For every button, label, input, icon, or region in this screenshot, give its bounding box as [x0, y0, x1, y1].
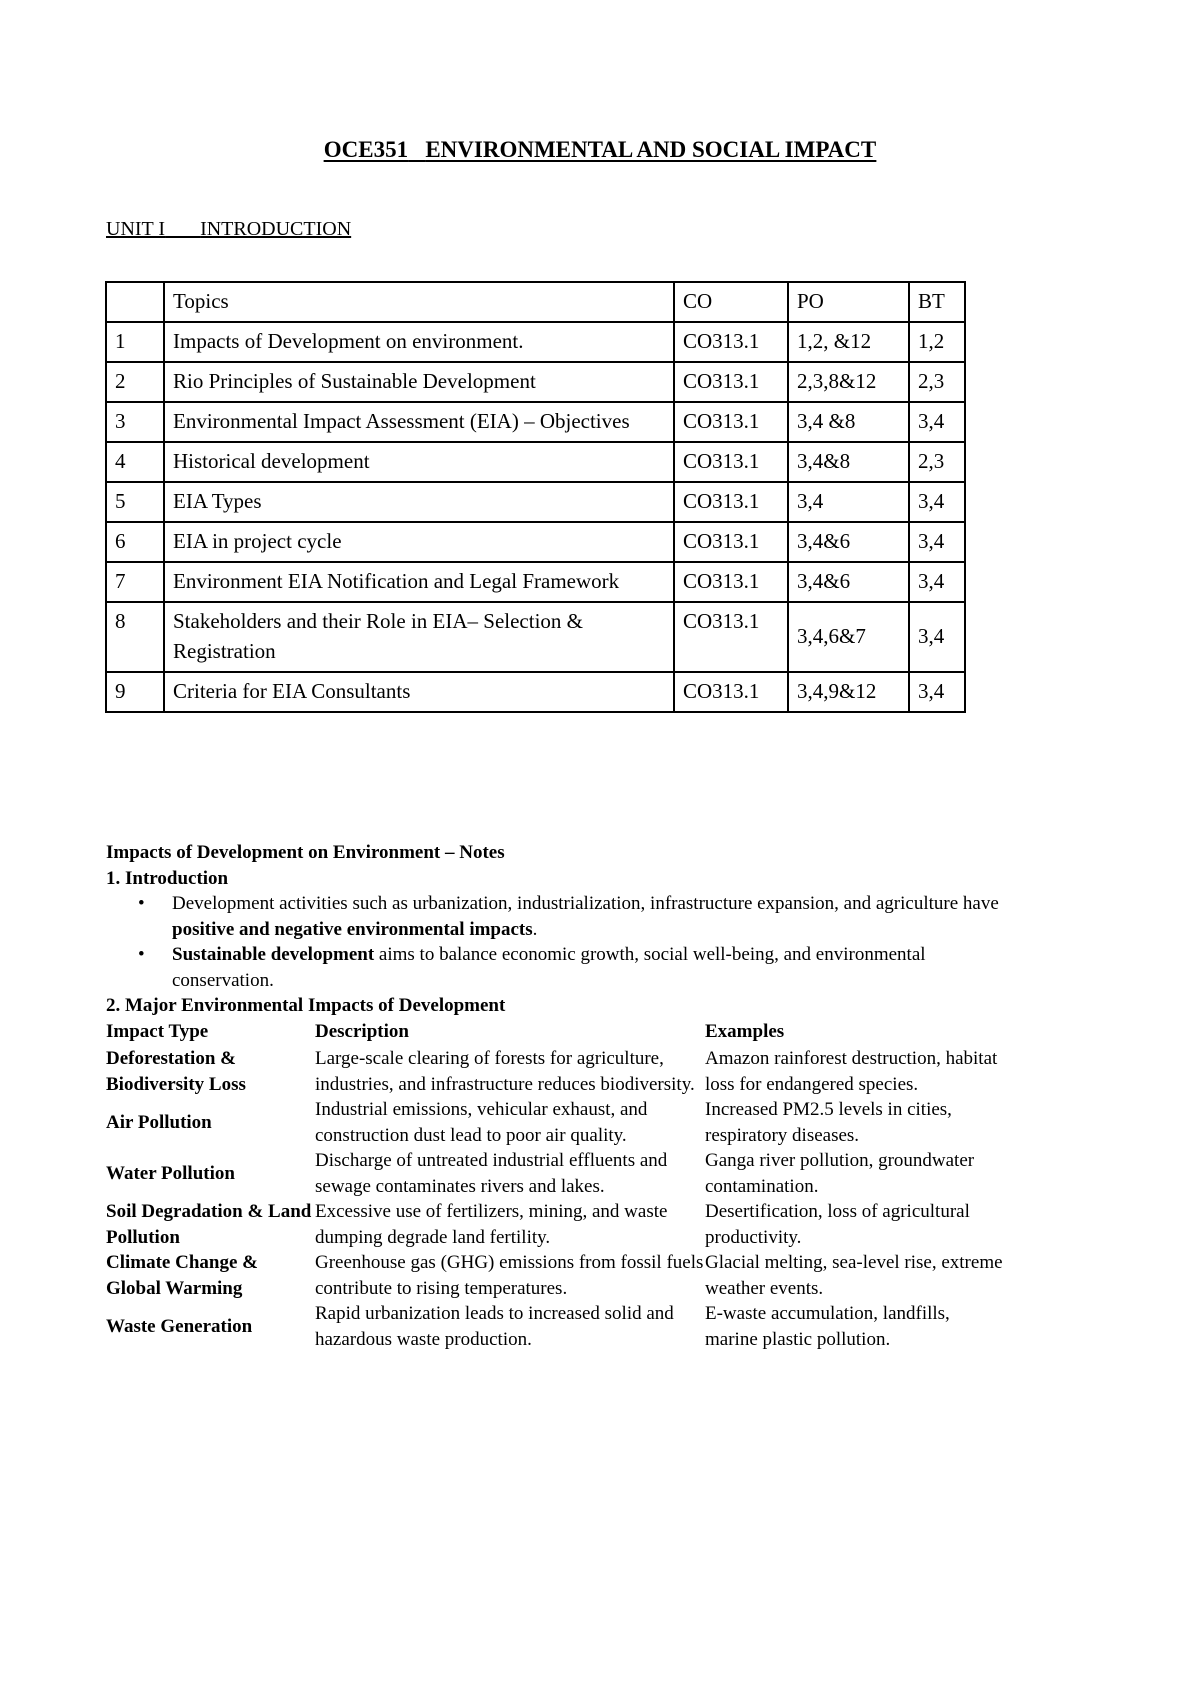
notes-section	[106, 840, 1006, 1352]
impact-description: Large-scale clearing of forests for agriculture, industries, and infrastructure reduces biodiversity.	[315, 1048, 695, 1095]
bullet-bold-text: positive and negative environmental impacts	[172, 918, 533, 940]
row-bt: 3,4	[909, 602, 965, 672]
row-number: 1	[106, 322, 164, 362]
unit-title: INTRODUCTION	[200, 218, 352, 240]
row-co: CO313.1	[674, 402, 788, 442]
impacts-table	[106, 1019, 1005, 1353]
impact-description: Rapid urbanization leads to increased solid and hazardous waste production.	[315, 1303, 674, 1350]
row-topic: EIA Types	[164, 482, 674, 522]
row-bt: 3,4	[909, 522, 965, 562]
row-topic: Environmental Impact Assessment (EIA) – Objectives	[164, 402, 674, 442]
table-row	[106, 522, 965, 562]
table-row	[106, 1148, 1005, 1199]
table-row	[106, 672, 965, 712]
impact-type: Climate Change & Global Warming	[106, 1252, 258, 1299]
row-po: 3,4&6	[788, 522, 909, 562]
course-code: OCE351	[323, 137, 409, 162]
header-bt: BT	[909, 282, 965, 322]
header-topics: Topics	[164, 282, 674, 322]
table-row	[106, 482, 965, 522]
impact-type: Deforestation & Biodiversity Loss	[106, 1048, 246, 1095]
row-bt: 3,4	[909, 672, 965, 712]
table-row	[106, 442, 965, 482]
row-number: 5	[106, 482, 164, 522]
row-number: 6	[106, 522, 164, 562]
impact-examples: Desertification, loss of agricultural productivity.	[705, 1201, 970, 1248]
row-bt: 2,3	[909, 442, 965, 482]
header-co: CO	[674, 282, 788, 322]
header-description: Description	[315, 1020, 409, 1042]
unit-label: UNIT I	[106, 218, 166, 240]
row-po: 2,3,8&12	[788, 362, 909, 402]
table-row	[106, 1250, 1005, 1301]
impact-description: Excessive use of fertilizers, mining, and waste dumping degrade land fertility.	[315, 1201, 668, 1248]
header-no	[106, 282, 164, 322]
header-po: PO	[788, 282, 909, 322]
row-co: CO313.1	[674, 442, 788, 482]
unit-heading	[106, 218, 351, 241]
bullet-text: Development activities such as urbanization, industrialization, infrastructure expansion, and agriculture have	[172, 893, 999, 914]
row-topic: Environment EIA Notification and Legal Framework	[164, 562, 674, 602]
row-co: CO313.1	[674, 672, 788, 712]
row-po: 3,4,9&12	[788, 672, 909, 712]
header-impact-type: Impact Type	[106, 1020, 209, 1042]
impact-examples: Glacial melting, sea-level rise, extreme weather events.	[705, 1252, 1003, 1299]
row-number: 3	[106, 402, 164, 442]
row-number: 4	[106, 442, 164, 482]
bullet-text: aims to balance economic growth, social well-being, and environmental conservation.	[172, 944, 926, 991]
section-2-title: 2. Major Environmental Impacts of Development	[106, 995, 506, 1016]
table-row	[106, 362, 965, 402]
table-row	[106, 1301, 1005, 1352]
row-number: 8	[106, 602, 164, 672]
row-topic: Rio Principles of Sustainable Development	[164, 362, 674, 402]
table-row	[106, 1199, 1005, 1250]
row-topic: Impacts of Development on environment.	[164, 322, 674, 362]
impact-type: Waste Generation	[106, 1315, 253, 1337]
impact-type: Air Pollution	[106, 1111, 212, 1133]
bullet-item	[172, 942, 1006, 993]
row-bt: 2,3	[909, 362, 965, 402]
impact-examples: E-waste accumulation, landfills, marine plastic pollution.	[705, 1303, 950, 1350]
row-po: 1,2, &12	[788, 322, 909, 362]
table-row	[106, 602, 965, 672]
row-po: 3,4	[788, 482, 909, 522]
row-number: 7	[106, 562, 164, 602]
row-topic: Criteria for EIA Consultants	[164, 672, 674, 712]
impact-description: Discharge of untreated industrial effluents and sewage contaminates rivers and lakes.	[315, 1150, 668, 1197]
row-topic: Stakeholders and their Role in EIA– Selection & Registration	[164, 602, 674, 672]
impact-examples: Ganga river pollution, groundwater contamination.	[705, 1150, 975, 1197]
topics-table	[105, 281, 966, 713]
row-po: 3,4 &8	[788, 402, 909, 442]
table-row	[106, 1097, 1005, 1148]
table-row	[106, 322, 965, 362]
section-1-title: 1. Introduction	[106, 867, 229, 889]
row-po: 3,4&6	[788, 562, 909, 602]
impact-examples: Amazon rainforest destruction, habitat loss for endangered species.	[705, 1048, 998, 1095]
table-row	[106, 402, 965, 442]
row-po: 3,4,6&7	[788, 602, 909, 672]
impacts-header-row	[106, 1019, 1005, 1047]
row-bt: 1,2	[909, 322, 965, 362]
row-topic: Historical development	[164, 442, 674, 482]
row-bt: 3,4	[909, 482, 965, 522]
impact-examples: Increased PM2.5 levels in cities, respiratory diseases.	[705, 1099, 952, 1146]
row-co: CO313.1	[674, 362, 788, 402]
impact-description: Industrial emissions, vehicular exhaust, and construction dust lead to poor air quality.	[315, 1099, 648, 1146]
row-number: 2	[106, 362, 164, 402]
document-title	[0, 137, 1200, 163]
topics-header-row	[106, 282, 965, 322]
row-co: CO313.1	[674, 322, 788, 362]
row-co: CO313.1	[674, 522, 788, 562]
impact-type: Water Pollution	[106, 1162, 235, 1184]
row-co: CO313.1	[674, 482, 788, 522]
table-row	[106, 1046, 1005, 1097]
table-row	[106, 562, 965, 602]
bullet-text: .	[532, 918, 538, 940]
notes-heading: Impacts of Development on Environment – Notes	[106, 842, 505, 863]
bullet-bold-text: Sustainable development	[172, 944, 375, 965]
intro-bullet-list	[106, 891, 1006, 993]
row-topic: EIA in project cycle	[164, 522, 674, 562]
impact-description: Greenhouse gas (GHG) emissions from fossil fuels contribute to rising temperatures.	[315, 1252, 704, 1299]
row-number: 9	[106, 672, 164, 712]
row-co: CO313.1	[674, 562, 788, 602]
course-title: ENVIRONMENTAL AND SOCIAL IMPACT	[425, 137, 877, 162]
row-bt: 3,4	[909, 562, 965, 602]
bullet-item	[172, 891, 1006, 942]
row-po: 3,4&8	[788, 442, 909, 482]
impact-type: Soil Degradation & Land Pollution	[106, 1201, 312, 1248]
row-bt: 3,4	[909, 402, 965, 442]
row-co: CO313.1	[674, 602, 788, 672]
header-examples: Examples	[705, 1020, 785, 1042]
